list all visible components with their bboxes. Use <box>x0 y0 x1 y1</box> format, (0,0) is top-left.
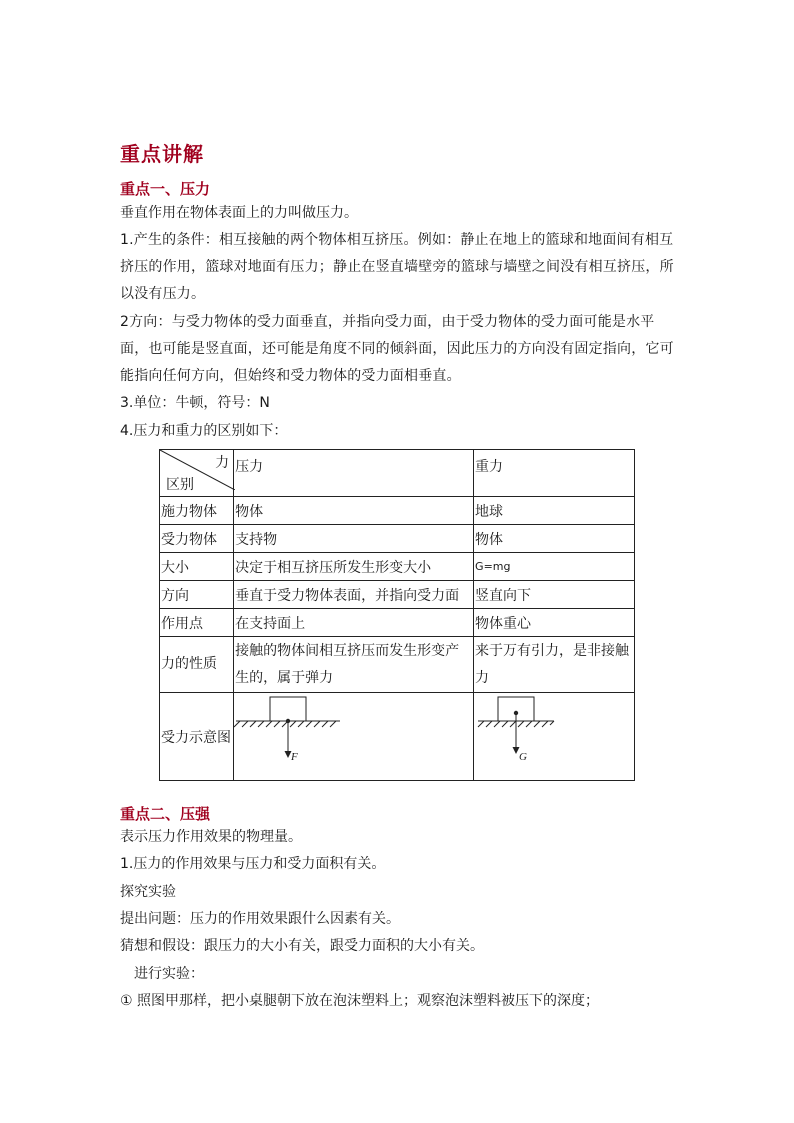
table-row <box>160 637 635 693</box>
cell-pressure: 支持物 <box>234 525 474 553</box>
section1-title: 重点一、压力 <box>120 180 211 198</box>
row-label: 施力物体 <box>160 497 234 525</box>
table-row <box>160 581 635 609</box>
cell-gravity: 竖直向下 <box>474 581 635 609</box>
cell-gravity: G=mg <box>474 553 635 581</box>
section2-paragraph-4: 猜想和假设：跟压力的大小有关，跟受力面积的大小有关。 <box>120 938 484 954</box>
gravity-diagram-cell <box>474 693 635 781</box>
corner-label-difference: 区别 <box>166 477 194 493</box>
table-header-row <box>160 450 635 497</box>
table-row-diagram <box>160 693 635 781</box>
section2-paragraph-2: 探究实验 <box>120 884 176 900</box>
cell-gravity: 物体 <box>474 525 635 553</box>
section2-paragraph-1: 1.压力的作用效果与压力和受力面积有关。 <box>120 856 386 872</box>
row-label: 作用点 <box>160 609 234 637</box>
cell-gravity: 物体重心 <box>474 609 635 637</box>
row-label: 受力物体 <box>160 525 234 553</box>
header-pressure: 压力 <box>234 450 474 497</box>
force-g-label: G <box>519 751 527 763</box>
corner-label-force: 力 <box>215 455 230 471</box>
force-f-label: F <box>291 751 298 763</box>
section2-paragraph-5: 进行实验： <box>134 966 204 982</box>
cell-pressure: 接触的物体间相互挤压而发生形变产生的，属于弹力 <box>234 637 474 693</box>
section1-paragraph-3: 3.单位：牛顿，符号：N <box>120 395 270 411</box>
row-label: 力的性质 <box>160 637 234 693</box>
section1-definition: 垂直作用在物体表面上的力叫做压力。 <box>120 205 358 221</box>
comparison-table <box>159 449 635 781</box>
cell-gravity: 来于万有引力，是非接触力 <box>474 637 635 693</box>
section2-title: 重点二、压强 <box>120 805 211 823</box>
cell-pressure: 在支持面上 <box>234 609 474 637</box>
page-heading: 重点讲解 <box>120 142 204 166</box>
cell-gravity: 地球 <box>474 497 635 525</box>
cell-pressure: 物体 <box>234 497 474 525</box>
pressure-force-diagram <box>234 693 471 776</box>
cell-pressure: 垂直于受力物体表面，并指向受力面 <box>234 581 474 609</box>
row-label: 大小 <box>160 553 234 581</box>
table-row <box>160 497 635 525</box>
section1-paragraph-1: 1.产生的条件：相互接触的两个物体相互挤压。例如：静止在地上的篮球和地面间有相互挤压的作用，篮球对地面有压力；静止在竖直墙壁旁的篮球与墙壁之间没有相互挤压，所以没有压力。 <box>120 232 674 302</box>
table-row <box>160 609 635 637</box>
cell-pressure: 决定于相互挤压所发生形变大小 <box>234 553 474 581</box>
row-label: 方向 <box>160 581 234 609</box>
pressure-diagram-cell <box>234 693 474 781</box>
section2-paragraph-3: 提出问题：压力的作用效果跟什么因素有关。 <box>120 911 400 927</box>
section1-paragraph-2: 2方向：与受力物体的受力面垂直，并指向受力面，由于受力物体的受力面可能是水平面，也可能是竖直面，还可能是角度不同的倾斜面，因此压力的方向没有固定指向，它可能指向任何方向，但始终和受力物体的受力面相垂直。 <box>120 314 674 384</box>
gravity-force-diagram <box>474 693 632 776</box>
table-row <box>160 553 635 581</box>
header-gravity: 重力 <box>474 450 635 497</box>
section1-paragraph-4: 4.压力和重力的区别如下： <box>120 423 288 439</box>
section2-definition: 表示压力作用效果的物理量。 <box>120 829 302 845</box>
table-row <box>160 525 635 553</box>
section2-paragraph-6: ① 照图甲那样，把小桌腿朝下放在泡沫塑料上；观察泡沫塑料被压下的深度； <box>120 993 599 1009</box>
row-label: 受力示意图 <box>160 693 234 781</box>
table-corner-cell <box>160 450 234 497</box>
